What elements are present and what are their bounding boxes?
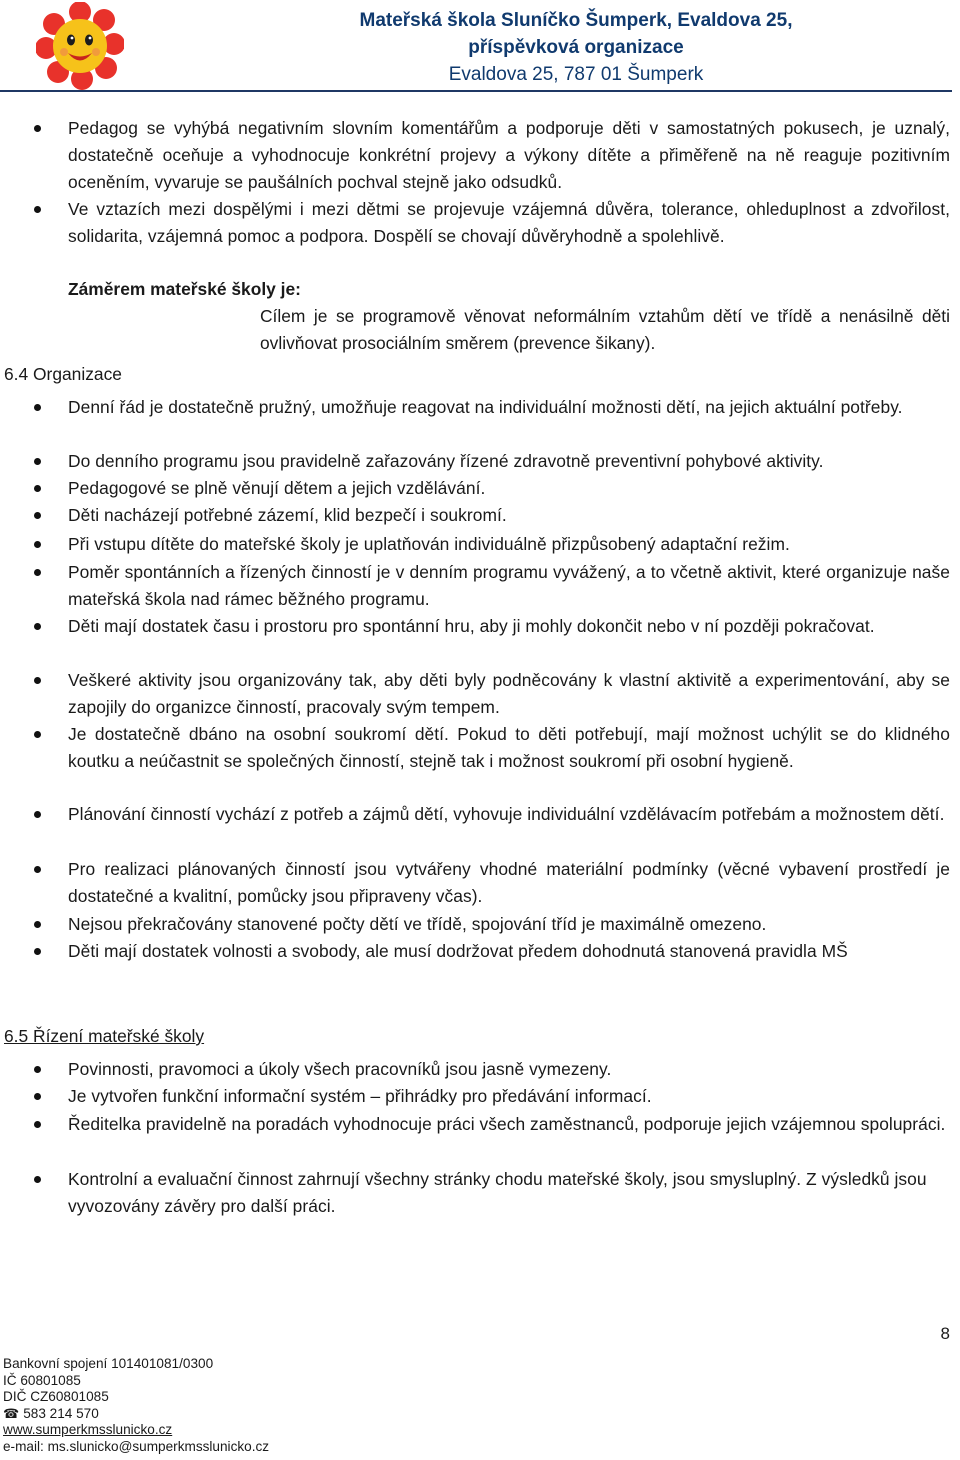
list-item: Pedagogové se plně věnují dětem a jejich vzdělávání.	[68, 475, 950, 502]
list-item: Ředitelka pravidelně na poradách vyhodnocuje práci všech zaměstnanců, podporuje jejich vzájemnou spolupráci.	[68, 1111, 950, 1138]
phone-line	[3, 1406, 269, 1423]
company-id: IČ 60801085	[3, 1372, 81, 1388]
page-number: 8	[940, 1324, 950, 1343]
list-item: Je vytvořen funkční informační systém – přihrádky pro předávání informací.	[68, 1083, 950, 1110]
list-item: Děti nacházejí potřebné zázemí, klid bezpečí i soukromí.	[68, 502, 950, 529]
list-item: Do denního programu jsou pravidelně zařazovány řízené zdravotně preventivní pohybové aktivity.	[68, 448, 950, 475]
email-line[interactable]: e-mail: ms.slunicko@sumperkmsslunicko.cz	[3, 1438, 270, 1454]
list-item: Plánování činností vychází z potřeb a zájmů dětí, vyhovuje individuální vzdělávacím potřebám a možnostem dětí.	[68, 801, 950, 828]
list-item: Povinnosti, pravomoci a úkoly všech pracovníků jsou jasně vymezeny.	[68, 1056, 950, 1083]
sun-logo-icon	[36, 2, 124, 90]
school-legal-form: příspěvková organizace	[468, 37, 684, 58]
header-divider	[0, 90, 952, 92]
list-item: Nejsou překračovány stanovené počty dětí ve třídě, spojování tříd je maximálně omezeno.	[68, 911, 950, 938]
phone-icon: ☎	[3, 1405, 20, 1421]
section-heading-rizeni: 6.5 Řízení mateřské školy	[4, 1026, 205, 1046]
section-heading-organizace: 6.4 Organizace	[4, 364, 122, 384]
list-item: Děti mají dostatek volnosti a svobody, ale musí dodržovat předem dohodnutá stanovená pravidla MŠ	[68, 938, 950, 965]
list-item: Pro realizaci plánovaných činností jsou vytvářeny vhodné materiální podmínky (věcné vybavení prostředí je dostatečné a kvalitní, pomůcky jsou připraveny včas).	[68, 856, 950, 910]
list-item: Děti mají dostatek času i prostoru pro spontánní hru, aby ji mohly dokončit nebo v ní později pokračovat.	[68, 613, 950, 640]
list-item: Veškeré aktivity jsou organizovány tak, aby děti byly podněcovány k vlastní aktivitě a experimentování, aby se zapojily do organizce činností, pracovaly svým tempem.	[68, 667, 950, 721]
list-item: Pedagog se vyhýbá negativním slovním komentářům a podporuje děti v samostatných pokusech, je uznalý, dostatečně oceňuje a vyhodnocuje konkrétní projevy a výkony dítěte a přiměřeně na ně reaguje pozitivním oceněním, vyvaruje se paušálních pochval stejně jako odsudků.	[68, 115, 950, 196]
letterhead	[200, 7, 952, 88]
footer	[3, 1356, 269, 1456]
school-name: Mateřská škola Sluníčko Šumperk, Evaldova 25,	[359, 10, 793, 31]
website-link[interactable]: www.sumperkmsslunicko.cz	[3, 1422, 173, 1438]
bank-account: Bankovní spojení 101401081/0300	[3, 1356, 214, 1371]
school-address: Evaldova 25, 787 01 Šumperk	[448, 64, 704, 85]
aim-text: Cílem je se programově věnovat neformálním vztahům dětí ve třídě a nenásilně děti ovlivňovat prosociálním směrem (prevence šikany).	[260, 306, 950, 353]
aim-heading: Záměrem mateřské školy je:	[68, 279, 301, 299]
list-item: Poměr spontánních a řízených činností je v denním programu vyvážený, a to včetně aktivit, které organizuje naše mateřská škola nad rámec běžného programu.	[68, 559, 950, 613]
list-item: Kontrolní a evaluační činnost zahrnují všechny stránky chodu mateřské školy, jsou smysluplný. Z výsledků jsou vyvozovány závěry pro další práci.	[68, 1166, 950, 1220]
list-item: Je dostatečně dbáno na osobní soukromí dětí. Pokud to děti potřebují, mají možnost uchýlit se do klidného koutku a neúčastnit se společných činností, stejně tak i možnost soukromí při osobní hygieně.	[68, 721, 950, 775]
list-item: Ve vztazích mezi dospělými i mezi dětmi se projevuje vzájemná důvěra, tolerance, ohleduplnost a zdvořilost, solidarita, vzájemná pomoc a podpora. Dospělí se chovají důvěryhodně a spolehlivě.	[68, 196, 950, 250]
list-item: Při vstupu dítěte do mateřské školy je uplatňován individuálně přizpůsobený adaptační režim.	[68, 531, 950, 558]
list-item: Denní řád je dostatečně pružný, umožňuje reagovat na individuální možnosti dětí, na jejich aktuální potřeby.	[68, 394, 950, 421]
vat-id: DIČ CZ60801085	[3, 1389, 109, 1405]
phone-number: 583 214 570	[23, 1405, 99, 1421]
